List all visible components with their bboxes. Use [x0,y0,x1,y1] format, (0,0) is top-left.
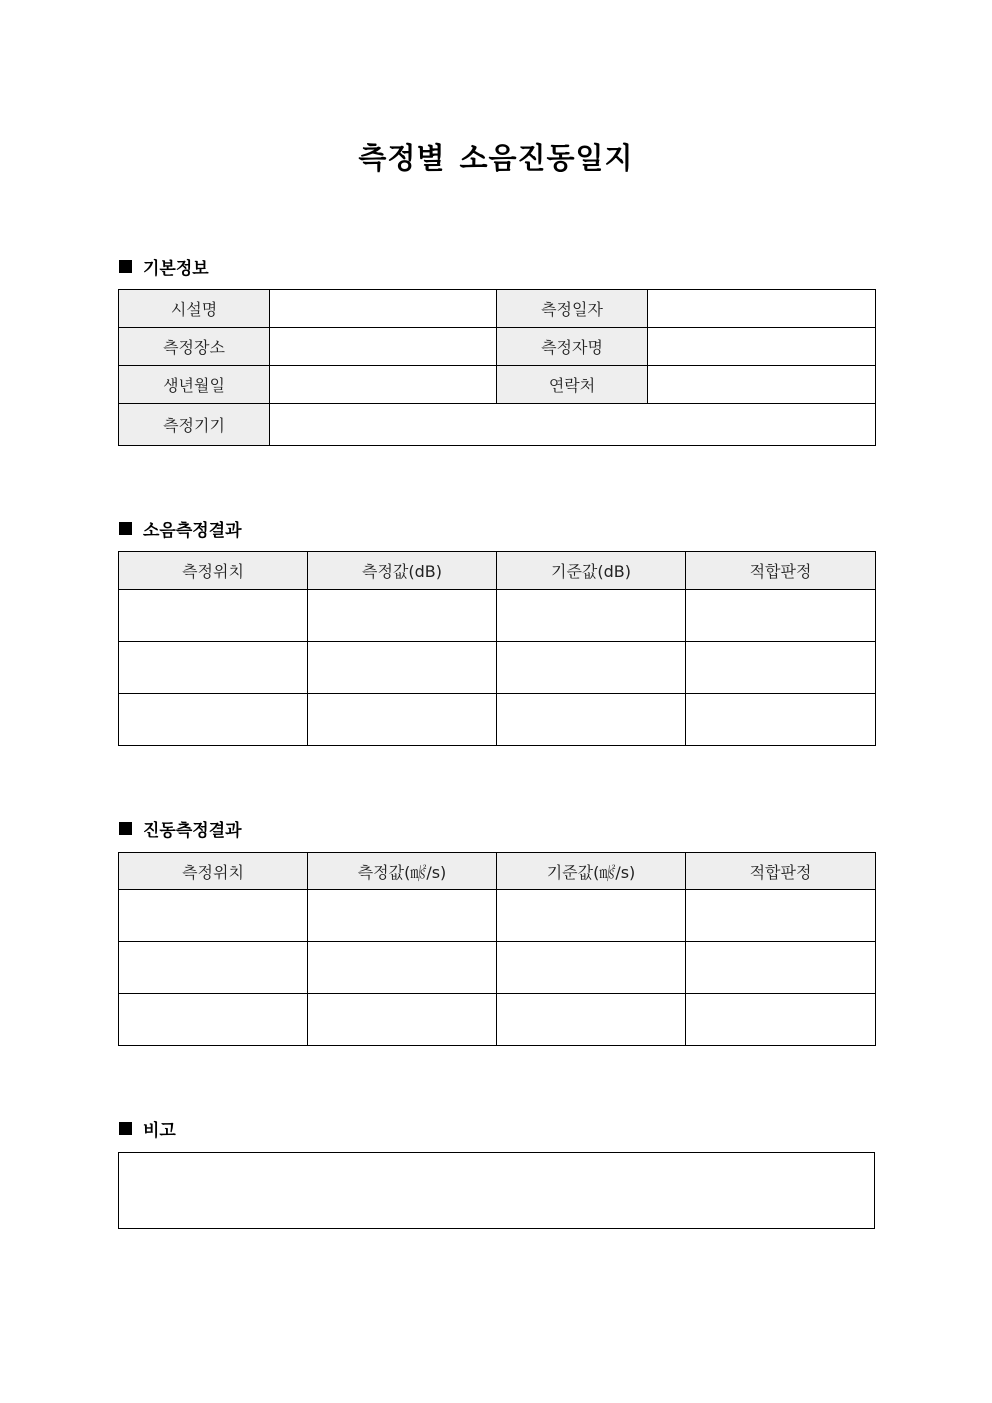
label-measurement-device: 측정기기 [119,404,270,446]
basic-info-table [118,289,876,446]
table-row [119,694,876,746]
square-bullet-icon [119,1122,132,1135]
label-contact: 연락처 [497,366,648,404]
cell-location[interactable] [119,642,308,694]
column-header-judgement: 적합판정 [686,552,876,590]
measurement-date-field[interactable] [648,290,876,328]
title-part-1: 측정별 [358,141,446,175]
cell-judgement[interactable] [686,994,876,1046]
cell-location[interactable] [119,942,308,994]
label-facility-name: 시설명 [119,290,270,328]
vibration-results-table [118,852,876,1046]
table-row [119,590,876,642]
column-header-location: 측정위치 [119,853,308,890]
table-row [119,642,876,694]
square-bullet-icon [119,260,132,273]
section-heading-remarks [119,1116,176,1141]
title-part-2: 소음진동일지 [459,141,634,175]
label-measurer-name: 측정자명 [497,328,648,366]
remarks-field[interactable] [118,1152,875,1229]
section-heading-noise [119,516,242,541]
section-heading-vibration [119,816,242,841]
cell-measured-value[interactable] [308,890,497,942]
table-row [119,942,876,994]
page-title [0,136,992,177]
cell-measured-value[interactable] [308,590,497,642]
table-row [119,328,876,366]
square-bullet-icon [119,522,132,535]
column-header-standard-value: 기준값(㎨/s) [497,853,686,890]
measurement-location-field[interactable] [270,328,497,366]
section-heading-label: 기본정보 [143,259,209,279]
label-birth-date: 생년월일 [119,366,270,404]
birth-date-field[interactable] [270,366,497,404]
cell-standard-value[interactable] [497,642,686,694]
label-measurement-date: 측정일자 [497,290,648,328]
column-header-judgement: 적합판정 [686,853,876,890]
column-header-standard-value: 기준값(dB) [497,552,686,590]
column-header-location: 측정위치 [119,552,308,590]
cell-judgement[interactable] [686,942,876,994]
measurer-name-field[interactable] [648,328,876,366]
cell-standard-value[interactable] [497,942,686,994]
cell-standard-value[interactable] [497,890,686,942]
cell-judgement[interactable] [686,590,876,642]
table-row [119,890,876,942]
cell-standard-value[interactable] [497,994,686,1046]
cell-standard-value[interactable] [497,590,686,642]
noise-results-table [118,551,876,746]
facility-name-field[interactable] [270,290,497,328]
column-header-measured-value: 측정값(㎨/s) [308,853,497,890]
cell-location[interactable] [119,590,308,642]
table-header-row [119,552,876,590]
measurement-device-field[interactable] [270,404,876,446]
cell-judgement[interactable] [686,890,876,942]
table-row [119,994,876,1046]
cell-location[interactable] [119,694,308,746]
cell-judgement[interactable] [686,694,876,746]
cell-judgement[interactable] [686,642,876,694]
cell-location[interactable] [119,994,308,1046]
table-row [119,290,876,328]
square-bullet-icon [119,822,132,835]
contact-field[interactable] [648,366,876,404]
cell-measured-value[interactable] [308,994,497,1046]
label-measurement-location: 측정장소 [119,328,270,366]
table-row [119,404,876,446]
cell-location[interactable] [119,890,308,942]
section-heading-label: 소음측정결과 [143,521,242,541]
cell-measured-value[interactable] [308,694,497,746]
column-header-measured-value: 측정값(dB) [308,552,497,590]
table-row [119,366,876,404]
section-heading-basic-info [119,254,209,279]
cell-standard-value[interactable] [497,694,686,746]
table-header-row [119,853,876,890]
section-heading-label: 비고 [143,1121,176,1141]
cell-measured-value[interactable] [308,942,497,994]
cell-measured-value[interactable] [308,642,497,694]
section-heading-label: 진동측정결과 [143,821,242,841]
